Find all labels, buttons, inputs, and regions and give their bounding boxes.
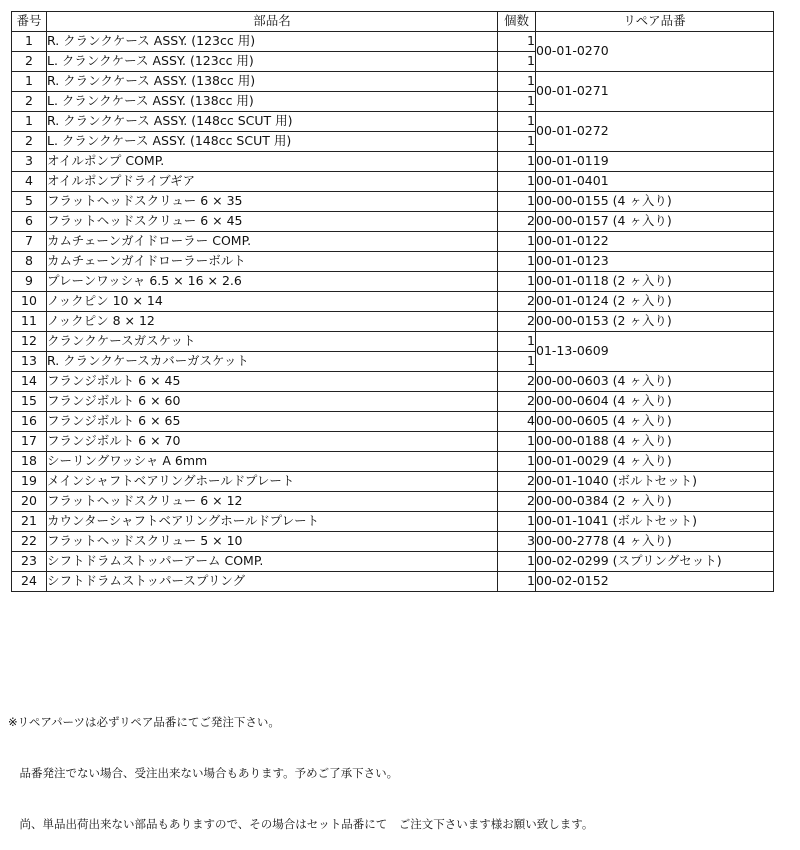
part-number-cell: 1 bbox=[12, 112, 47, 132]
part-number-cell: 3 bbox=[12, 152, 47, 172]
part-number-cell: 14 bbox=[12, 372, 47, 392]
part-name-cell: フラットヘッドスクリュー 5 × 10 bbox=[47, 532, 498, 552]
repair-number-cell: 00-00-0155 (4 ヶ入り) bbox=[536, 192, 774, 212]
part-number-cell: 18 bbox=[12, 452, 47, 472]
repair-number-cell: 00-01-0401 bbox=[536, 172, 774, 192]
part-name-cell: フラットヘッドスクリュー 6 × 45 bbox=[47, 212, 498, 232]
table-row bbox=[12, 452, 774, 472]
quantity-cell: 2 bbox=[498, 212, 536, 232]
part-name-cell: R. クランクケース ASSY. (138cc 用) bbox=[47, 72, 498, 92]
part-number-cell: 2 bbox=[12, 92, 47, 112]
quantity-cell: 1 bbox=[498, 92, 536, 112]
part-name-cell: オイルポンプ COMP. bbox=[47, 152, 498, 172]
repair-number-cell: 00-01-0029 (4 ヶ入り) bbox=[536, 452, 774, 472]
part-number-cell: 22 bbox=[12, 532, 47, 552]
part-name-cell: フラットヘッドスクリュー 6 × 35 bbox=[47, 192, 498, 212]
parts-table bbox=[11, 11, 774, 592]
part-name-cell: R. クランクケースカバーガスケット bbox=[47, 352, 498, 372]
part-name-cell: シフトドラムストッパーアーム COMP. bbox=[47, 552, 498, 572]
table-row bbox=[12, 72, 774, 92]
part-number-cell: 19 bbox=[12, 472, 47, 492]
repair-number-cell: 00-02-0299 (スプリングセット) bbox=[536, 552, 774, 572]
part-number-cell: 16 bbox=[12, 412, 47, 432]
table-row bbox=[12, 492, 774, 512]
part-number-cell: 24 bbox=[12, 572, 47, 592]
note-line: 尚、単品出荷出来ない部品もありますので、その場合はセット品番にて ご注文下さいます様お願い致します。 bbox=[8, 817, 594, 831]
part-name-cell: L. クランクケース ASSY. (138cc 用) bbox=[47, 92, 498, 112]
quantity-cell: 4 bbox=[498, 412, 536, 432]
note-line: ※リペアパーツは必ずリペア品番にてご発注下さい。 bbox=[8, 715, 280, 729]
part-name-cell: オイルポンプドライブギア bbox=[47, 172, 498, 192]
repair-number-cell: 00-01-0118 (2 ヶ入り) bbox=[536, 272, 774, 292]
repair-number-cell: 00-00-0605 (4 ヶ入り) bbox=[536, 412, 774, 432]
table-row bbox=[12, 212, 774, 232]
quantity-cell: 2 bbox=[498, 312, 536, 332]
part-name-cell: L. クランクケース ASSY. (123cc 用) bbox=[47, 52, 498, 72]
repair-number-cell: 00-01-1041 (ボルトセット) bbox=[536, 512, 774, 532]
part-number-cell: 6 bbox=[12, 212, 47, 232]
parts-table-body bbox=[12, 32, 774, 592]
part-number-cell: 23 bbox=[12, 552, 47, 572]
part-number-cell: 9 bbox=[12, 272, 47, 292]
repair-number-cell: 00-00-0603 (4 ヶ入り) bbox=[536, 372, 774, 392]
part-number-cell: 5 bbox=[12, 192, 47, 212]
repair-number-cell: 00-02-0152 bbox=[536, 572, 774, 592]
part-number-cell: 10 bbox=[12, 292, 47, 312]
part-number-cell: 2 bbox=[12, 52, 47, 72]
part-number-cell: 21 bbox=[12, 512, 47, 532]
repair-number-cell: 00-01-0271 bbox=[536, 72, 774, 112]
part-name-cell: ノックピン 8 × 12 bbox=[47, 312, 498, 332]
part-name-cell: クランクケースガスケット bbox=[47, 332, 498, 352]
table-row bbox=[12, 332, 774, 352]
quantity-cell: 2 bbox=[498, 372, 536, 392]
quantity-cell: 1 bbox=[498, 52, 536, 72]
part-name-cell: カムチェーンガイドローラー COMP. bbox=[47, 232, 498, 252]
table-row bbox=[12, 472, 774, 492]
repair-number-cell: 00-00-0153 (2 ヶ入り) bbox=[536, 312, 774, 332]
part-name-cell: ノックピン 10 × 14 bbox=[47, 292, 498, 312]
part-name-cell: フランジボルト 6 × 70 bbox=[47, 432, 498, 452]
table-row bbox=[12, 432, 774, 452]
part-number-cell: 12 bbox=[12, 332, 47, 352]
repair-number-cell: 00-01-0123 bbox=[536, 252, 774, 272]
part-name-cell: フラットヘッドスクリュー 6 × 12 bbox=[47, 492, 498, 512]
quantity-cell: 1 bbox=[498, 32, 536, 52]
table-row bbox=[12, 312, 774, 332]
quantity-cell: 1 bbox=[498, 572, 536, 592]
table-row bbox=[12, 232, 774, 252]
part-number-cell: 8 bbox=[12, 252, 47, 272]
table-row bbox=[12, 392, 774, 412]
notes bbox=[8, 680, 593, 850]
part-number-cell: 1 bbox=[12, 32, 47, 52]
note-line: 品番発注でない場合、受注出来ない場合もあります。予めご了承下さい。 bbox=[8, 766, 399, 780]
part-number-cell: 1 bbox=[12, 72, 47, 92]
table-row bbox=[12, 572, 774, 592]
part-name-cell: R. クランクケース ASSY. (148cc SCUT 用) bbox=[47, 112, 498, 132]
part-number-cell: 13 bbox=[12, 352, 47, 372]
header-quantity: 個数 bbox=[498, 12, 536, 32]
header-part-name: 部品名 bbox=[47, 12, 498, 32]
part-number-cell: 20 bbox=[12, 492, 47, 512]
quantity-cell: 2 bbox=[498, 472, 536, 492]
part-name-cell: シフトドラムストッパースプリング bbox=[47, 572, 498, 592]
quantity-cell: 1 bbox=[498, 252, 536, 272]
quantity-cell: 1 bbox=[498, 452, 536, 472]
part-name-cell: L. クランクケース ASSY. (148cc SCUT 用) bbox=[47, 132, 498, 152]
table-row bbox=[12, 252, 774, 272]
repair-number-cell: 00-01-0119 bbox=[536, 152, 774, 172]
quantity-cell: 1 bbox=[498, 352, 536, 372]
part-name-cell: カムチェーンガイドローラーボルト bbox=[47, 252, 498, 272]
table-row bbox=[12, 372, 774, 392]
quantity-cell: 1 bbox=[498, 512, 536, 532]
repair-number-cell: 00-01-0124 (2 ヶ入り) bbox=[536, 292, 774, 312]
repair-number-cell: 00-00-0157 (4 ヶ入り) bbox=[536, 212, 774, 232]
part-name-cell: メインシャフトベアリングホールドプレート bbox=[47, 472, 498, 492]
repair-number-cell: 00-00-2778 (4 ヶ入り) bbox=[536, 532, 774, 552]
repair-number-cell: 00-00-0188 (4 ヶ入り) bbox=[536, 432, 774, 452]
quantity-cell: 1 bbox=[498, 112, 536, 132]
part-number-cell: 11 bbox=[12, 312, 47, 332]
table-header-row bbox=[12, 12, 774, 32]
part-number-cell: 7 bbox=[12, 232, 47, 252]
table-row bbox=[12, 292, 774, 312]
table-row bbox=[12, 532, 774, 552]
quantity-cell: 3 bbox=[498, 532, 536, 552]
repair-number-cell: 00-00-0604 (4 ヶ入り) bbox=[536, 392, 774, 412]
repair-number-cell: 01-13-0609 bbox=[536, 332, 774, 372]
repair-number-cell: 00-00-0384 (2 ヶ入り) bbox=[536, 492, 774, 512]
part-name-cell: R. クランクケース ASSY. (123cc 用) bbox=[47, 32, 498, 52]
quantity-cell: 1 bbox=[498, 432, 536, 452]
table-row bbox=[12, 112, 774, 132]
quantity-cell: 1 bbox=[498, 552, 536, 572]
part-name-cell: カウンターシャフトベアリングホールドプレート bbox=[47, 512, 498, 532]
quantity-cell: 1 bbox=[498, 172, 536, 192]
quantity-cell: 1 bbox=[498, 332, 536, 352]
header-number: 番号 bbox=[12, 12, 47, 32]
table-row bbox=[12, 152, 774, 172]
header-repair-number: リペア品番 bbox=[536, 12, 774, 32]
repair-number-cell: 00-01-0270 bbox=[536, 32, 774, 72]
part-name-cell: フランジボルト 6 × 60 bbox=[47, 392, 498, 412]
table-row bbox=[12, 412, 774, 432]
quantity-cell: 1 bbox=[498, 152, 536, 172]
quantity-cell: 1 bbox=[498, 72, 536, 92]
table-row bbox=[12, 192, 774, 212]
part-name-cell: フランジボルト 6 × 65 bbox=[47, 412, 498, 432]
part-name-cell: フランジボルト 6 × 45 bbox=[47, 372, 498, 392]
quantity-cell: 1 bbox=[498, 192, 536, 212]
part-number-cell: 15 bbox=[12, 392, 47, 412]
part-number-cell: 17 bbox=[12, 432, 47, 452]
table-row bbox=[12, 272, 774, 292]
table-row bbox=[12, 552, 774, 572]
table-row bbox=[12, 512, 774, 532]
table-row bbox=[12, 172, 774, 192]
repair-number-cell: 00-01-0122 bbox=[536, 232, 774, 252]
quantity-cell: 2 bbox=[498, 292, 536, 312]
quantity-cell: 2 bbox=[498, 492, 536, 512]
repair-number-cell: 00-01-0272 bbox=[536, 112, 774, 152]
part-name-cell: シーリングワッシャ A 6mm bbox=[47, 452, 498, 472]
quantity-cell: 1 bbox=[498, 232, 536, 252]
quantity-cell: 1 bbox=[498, 132, 536, 152]
part-number-cell: 2 bbox=[12, 132, 47, 152]
table-row bbox=[12, 32, 774, 52]
quantity-cell: 2 bbox=[498, 392, 536, 412]
part-name-cell: プレーンワッシャ 6.5 × 16 × 2.6 bbox=[47, 272, 498, 292]
quantity-cell: 1 bbox=[498, 272, 536, 292]
repair-number-cell: 00-01-1040 (ボルトセット) bbox=[536, 472, 774, 492]
part-number-cell: 4 bbox=[12, 172, 47, 192]
